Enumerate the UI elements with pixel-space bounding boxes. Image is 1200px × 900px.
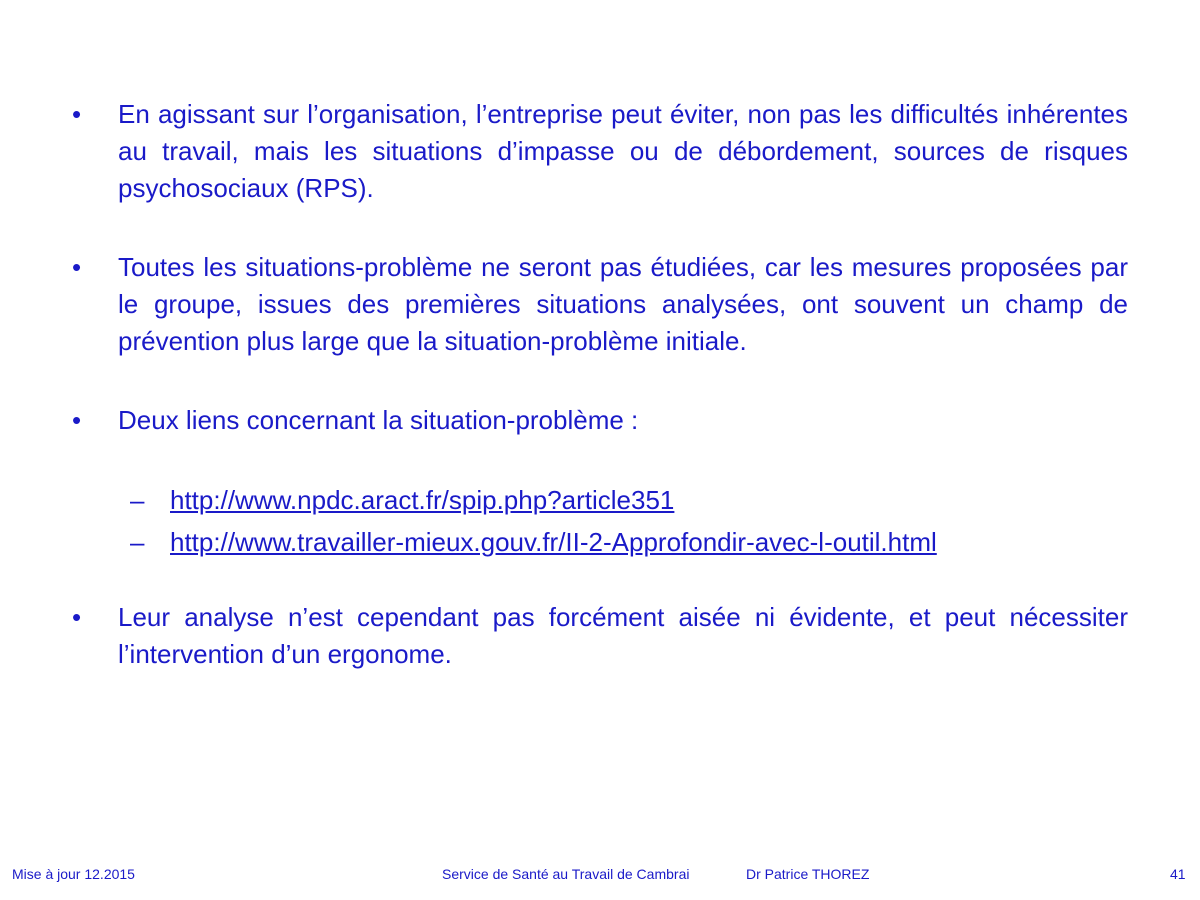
bullet-item-analyse [72, 599, 1128, 673]
link-travailler-mieux[interactable]: http://www.travailler-mieux.gouv.fr/II-2-Approfondir-avec-l-outil.html [170, 527, 937, 557]
footer-update-date: Mise à jour 12.2015 [12, 866, 135, 882]
link-item [130, 521, 1128, 563]
bullet-list [72, 96, 1128, 673]
footer-author: Dr Patrice THOREZ [746, 866, 870, 882]
dash-icon: – [130, 527, 145, 557]
bullet-icon: • [72, 99, 82, 129]
bullet-item-organisation [72, 96, 1128, 207]
bullet-text: En agissant sur l’organisation, l’entreprise peut éviter, non pas les difficultés inhérentes au travail, mais les situations d’impasse ou de débordement, sources de risques psychosociaux (RPS). [118, 99, 1128, 203]
link-list [72, 479, 1128, 563]
bullet-icon: • [72, 405, 82, 435]
footer-page-number: 41 [1170, 866, 1186, 882]
bullet-text: Toutes les situations-problème ne seront pas étudiées, car les mesures proposées par le groupe, issues des premières situations analysées, ont souvent un champ de prévention plus large que la situation-problème initiale. [118, 252, 1128, 356]
bullet-text: Leur analyse n’est cependant pas forcément aisée ni évidente, et peut nécessiter l’intervention d’un ergonome. [118, 602, 1128, 669]
bullet-item-situations [72, 249, 1128, 360]
bullet-text: Deux liens concernant la situation-problème : [118, 405, 639, 435]
link-npdc-aract[interactable]: http://www.npdc.aract.fr/spip.php?article351 [170, 485, 675, 515]
link-item [130, 479, 1128, 521]
bullet-icon: • [72, 602, 82, 632]
bullet-item-liens [72, 402, 1128, 439]
dash-icon: – [130, 485, 145, 515]
bullet-icon: • [72, 252, 82, 282]
footer-service: Service de Santé au Travail de Cambrai [442, 866, 690, 882]
